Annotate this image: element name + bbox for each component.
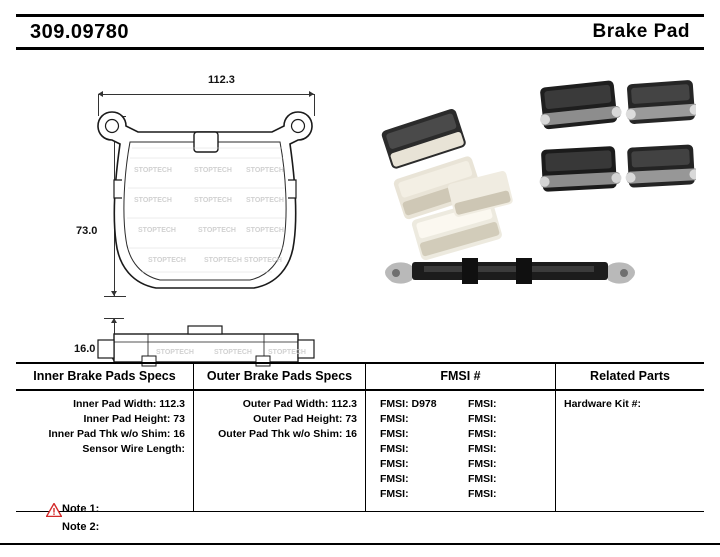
column-header-related-parts: Related Parts: [590, 369, 670, 383]
spec-line: Inner Pad Width: 112.3: [73, 398, 185, 410]
notes-section: [40, 500, 340, 536]
specs-table: [16, 362, 704, 512]
spec-line: Sensor Wire Length:: [82, 443, 185, 455]
note-row-2: [40, 518, 340, 536]
related-parts-cell: [556, 391, 704, 511]
photo-hardware-strip: [385, 258, 635, 284]
note-row-1: [40, 500, 340, 518]
note-2-label: Note 2:: [62, 521, 100, 533]
photo-pad-group-left: [380, 108, 513, 261]
spec-line: Inner Pad Height: 73: [83, 413, 185, 425]
spec-line: Outer Pad Width: 112.3: [242, 398, 357, 410]
svg-text:STOPTECH: STOPTECH: [156, 349, 194, 356]
fmsi-right: FMSI:: [467, 458, 497, 470]
svg-text:STOPTECH: STOPTECH: [194, 167, 232, 174]
photo-pad-group-right: [537, 79, 696, 192]
column-header-inner-specs: Inner Brake Pads Specs: [16, 364, 194, 389]
fmsi-row: [374, 472, 547, 487]
fmsi-right: FMSI:: [467, 488, 497, 500]
outer-specs-cell: [194, 391, 366, 511]
svg-text:STOPTECH: STOPTECH: [246, 227, 284, 234]
product-photos: [366, 66, 696, 356]
fmsi-row: [374, 427, 547, 442]
specs-table-body: [16, 391, 704, 511]
svg-text:STOPTECH: STOPTECH: [134, 167, 172, 174]
page-title: Brake Pad: [592, 21, 690, 42]
svg-text:STOPTECH: STOPTECH: [198, 227, 236, 234]
fmsi-left: FMSI:: [380, 458, 409, 470]
fmsi-left: FMSI:: [380, 443, 409, 455]
fmsi-right: FMSI:: [467, 443, 497, 455]
fmsi-row: [374, 457, 547, 472]
part-number: 309.09780: [30, 20, 130, 43]
fmsi-row: [374, 397, 547, 412]
specs-table-header: [16, 364, 704, 391]
fmsi-cell: [366, 391, 556, 511]
page-header: [16, 14, 704, 50]
svg-text:STOPTECH: STOPTECH: [138, 227, 176, 234]
svg-text:STOPTECH: STOPTECH: [246, 167, 284, 174]
width-dimension-line: [98, 94, 314, 95]
svg-text:STOPTECH: STOPTECH: [246, 197, 284, 204]
spec-line: Outer Pad Thk w/o Shim: 16: [218, 428, 357, 440]
fmsi-left: FMSI: D978: [380, 398, 437, 410]
fmsi-right: FMSI:: [467, 413, 497, 425]
svg-text:STOPTECH: STOPTECH: [268, 349, 306, 356]
width-dimension-label: 112.3: [208, 74, 235, 86]
spec-line: Inner Pad Thk w/o Shim: 16: [48, 428, 185, 440]
column-header-outer-specs: Outer Brake Pads Specs: [194, 364, 366, 389]
fmsi-row: [374, 487, 547, 502]
technical-drawing: [16, 56, 704, 356]
fmsi-right: FMSI:: [467, 473, 497, 485]
note-1-label: Note 1:: [62, 503, 100, 515]
fmsi-right: FMSI:: [467, 398, 497, 410]
height-dimension-label: 73.0: [76, 225, 98, 237]
pad-face-outline: [86, 102, 326, 302]
svg-text:STOPTECH: STOPTECH: [214, 349, 252, 356]
fmsi-row: [374, 442, 547, 457]
svg-text:STOPTECH: STOPTECH: [194, 197, 232, 204]
fmsi-left: FMSI:: [380, 473, 409, 485]
fmsi-row: [374, 412, 547, 427]
fmsi-left: FMSI:: [380, 413, 409, 425]
fmsi-left: FMSI:: [380, 488, 409, 500]
bottom-divider: [0, 543, 720, 545]
svg-text:STOPTECH: STOPTECH: [148, 257, 186, 264]
svg-text:STOPTECH: STOPTECH: [204, 257, 242, 264]
inner-specs-cell: [16, 391, 194, 511]
related-part-line: Hardware Kit #:: [564, 398, 642, 410]
spec-line: Outer Pad Height: 73: [253, 413, 357, 425]
svg-text:STOPTECH: STOPTECH: [134, 197, 172, 204]
svg-text:STOPTECH: STOPTECH: [244, 257, 282, 264]
column-header-fmsi: FMSI #: [366, 364, 556, 389]
thickness-dimension-label: 16.0: [74, 343, 96, 355]
warning-triangle-icon: [46, 503, 62, 517]
fmsi-left: FMSI:: [380, 428, 409, 440]
fmsi-right: FMSI:: [467, 428, 497, 440]
